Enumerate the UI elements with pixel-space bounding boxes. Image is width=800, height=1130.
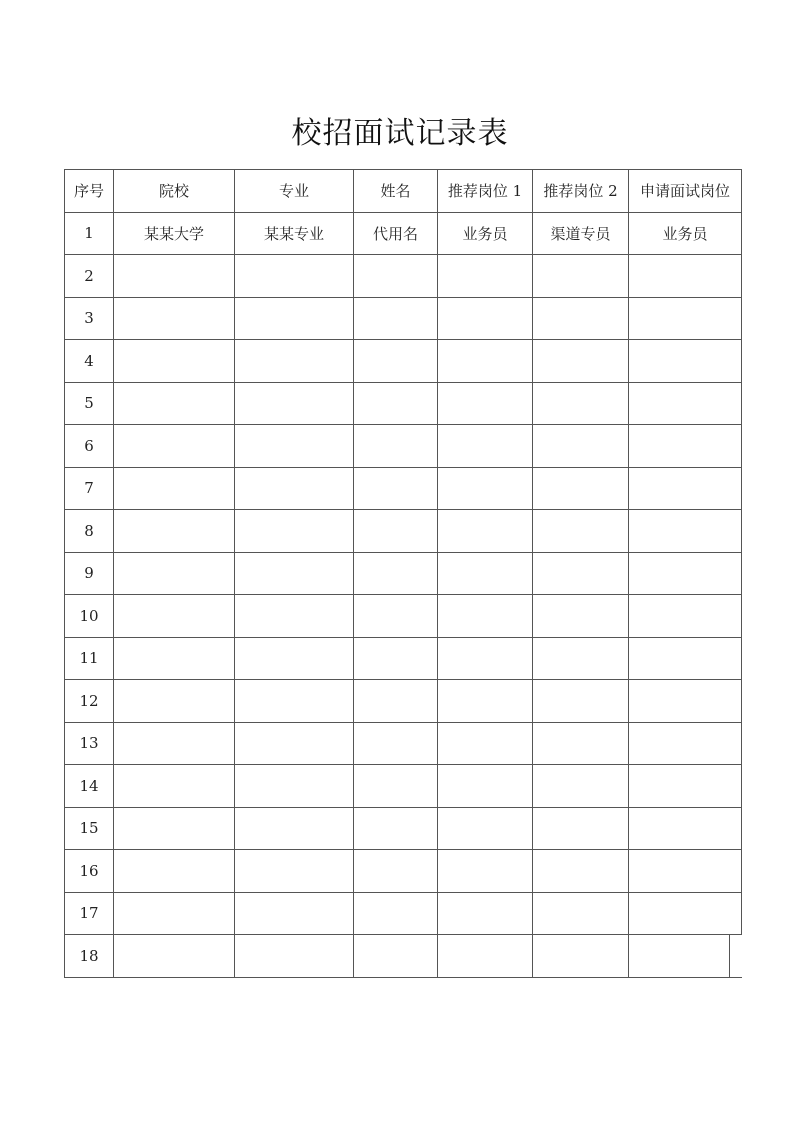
cell-position-1: [438, 255, 533, 298]
header-school: 院校: [114, 170, 235, 213]
cell-applied-position: [629, 765, 742, 808]
cell-seq: 1: [65, 212, 114, 255]
cell-position-1: [438, 297, 533, 340]
cell-major: [235, 935, 354, 978]
table-row: [65, 807, 742, 850]
cell-school: [114, 807, 235, 850]
cell-applied-position: [629, 935, 742, 978]
cell-school: [114, 722, 235, 765]
cell-school: [114, 297, 235, 340]
table-row: [65, 892, 742, 935]
cell-name: [354, 892, 438, 935]
table-row: [65, 340, 742, 383]
cell-position-2: [533, 255, 629, 298]
cell-position-2: [533, 552, 629, 595]
cell-seq: 17: [65, 892, 114, 935]
cell-position-1: [438, 892, 533, 935]
cell-major: [235, 595, 354, 638]
table-row: [65, 680, 742, 723]
cell-major: [235, 552, 354, 595]
cell-major: [235, 765, 354, 808]
cell-applied-position: [629, 340, 742, 383]
cell-seq: 12: [65, 680, 114, 723]
cell-applied-position: [629, 722, 742, 765]
cell-position-1: [438, 722, 533, 765]
cell-name: [354, 340, 438, 383]
cell-seq: 18: [65, 935, 114, 978]
cell-seq: 5: [65, 382, 114, 425]
cell-position-2: [533, 850, 629, 893]
cell-school: [114, 425, 235, 468]
cell-position-1: [438, 807, 533, 850]
header-seq: 序号: [65, 170, 114, 213]
table-row: [65, 595, 742, 638]
cell-applied-position: [629, 255, 742, 298]
cell-major: [235, 637, 354, 680]
cell-name: [354, 467, 438, 510]
cell-seq: 15: [65, 807, 114, 850]
cell-name: [354, 510, 438, 553]
cell-position-2: [533, 680, 629, 723]
table-row: [65, 552, 742, 595]
cell-position-2: [533, 935, 629, 978]
cell-name: [354, 637, 438, 680]
table-row: [65, 765, 742, 808]
cell-seq: 10: [65, 595, 114, 638]
cell-major: [235, 807, 354, 850]
cell-applied-position: [629, 807, 742, 850]
cell-position-1: [438, 552, 533, 595]
cell-name: [354, 807, 438, 850]
cell-major: [235, 297, 354, 340]
cell-seq: 13: [65, 722, 114, 765]
cell-seq: 14: [65, 765, 114, 808]
cell-major: [235, 382, 354, 425]
cell-school: [114, 255, 235, 298]
page-title: 校招面试记录表: [291, 116, 509, 151]
cell-applied-position: [629, 467, 742, 510]
cell-applied-position: [629, 680, 742, 723]
cell-major: [235, 425, 354, 468]
cell-applied-position: [629, 382, 742, 425]
table-row: [65, 382, 742, 425]
cell-position-1: [438, 467, 533, 510]
cell-major: [235, 340, 354, 383]
cell-name: [354, 255, 438, 298]
table-row: [65, 510, 742, 553]
cell-name: [354, 722, 438, 765]
table-row: [65, 722, 742, 765]
cell-school: [114, 892, 235, 935]
cell-position-1: [438, 850, 533, 893]
header-name: 姓名: [354, 170, 438, 213]
cell-position-2: [533, 425, 629, 468]
table-row: [65, 935, 742, 978]
cell-position-1: [438, 637, 533, 680]
table-header-row: [65, 170, 742, 213]
cell-major: [235, 467, 354, 510]
cell-position-2: [533, 637, 629, 680]
cell-applied-position: [629, 637, 742, 680]
cell-applied-position: [629, 850, 742, 893]
cell-position-2: 渠道专员: [533, 212, 629, 255]
table-row: [65, 467, 742, 510]
cell-applied-position: 业务员: [629, 212, 742, 255]
cell-school: [114, 850, 235, 893]
cell-name: [354, 935, 438, 978]
cell-school: [114, 595, 235, 638]
table-row: [65, 637, 742, 680]
cell-major: [235, 892, 354, 935]
cell-seq: 16: [65, 850, 114, 893]
cell-position-2: [533, 807, 629, 850]
cell-major: 某某专业: [235, 212, 354, 255]
cell-school: [114, 340, 235, 383]
cell-seq: 9: [65, 552, 114, 595]
table-row: [65, 850, 742, 893]
cell-applied-position: [629, 595, 742, 638]
cell-school: [114, 510, 235, 553]
header-recommended-position-2: 推荐岗位 2: [533, 170, 629, 213]
cell-school: [114, 382, 235, 425]
cell-seq: 7: [65, 467, 114, 510]
cell-seq: 3: [65, 297, 114, 340]
cell-name: [354, 297, 438, 340]
cell-position-1: [438, 382, 533, 425]
header-applied-position: 申请面试岗位: [629, 170, 742, 213]
cell-position-1: [438, 340, 533, 383]
cell-school: [114, 552, 235, 595]
cell-position-1: [438, 425, 533, 468]
cell-major: [235, 255, 354, 298]
cell-position-1: 业务员: [438, 212, 533, 255]
cell-major: [235, 850, 354, 893]
cell-position-2: [533, 510, 629, 553]
cell-name: [354, 552, 438, 595]
cell-name: [354, 595, 438, 638]
cell-name: [354, 382, 438, 425]
cell-applied-position: [629, 510, 742, 553]
cell-position-2: [533, 340, 629, 383]
cell-major: [235, 510, 354, 553]
cell-school: [114, 935, 235, 978]
cell-school: 某某大学: [114, 212, 235, 255]
cell-major: [235, 722, 354, 765]
header-major: 专业: [235, 170, 354, 213]
cell-position-1: [438, 935, 533, 978]
cell-position-2: [533, 297, 629, 340]
table-body: [65, 212, 742, 977]
cell-position-2: [533, 467, 629, 510]
cell-school: [114, 467, 235, 510]
table-row: [65, 255, 742, 298]
cell-position-1: [438, 510, 533, 553]
cell-applied-position: [629, 892, 742, 935]
cell-applied-position: [629, 297, 742, 340]
cell-position-2: [533, 892, 629, 935]
cell-position-2: [533, 722, 629, 765]
cell-seq: 11: [65, 637, 114, 680]
cell-school: [114, 680, 235, 723]
table-row: [65, 425, 742, 468]
cell-position-2: [533, 595, 629, 638]
cell-applied-position: [629, 425, 742, 468]
cell-position-2: [533, 382, 629, 425]
cell-position-1: [438, 765, 533, 808]
cell-position-1: [438, 680, 533, 723]
header-recommended-position-1: 推荐岗位 1: [438, 170, 533, 213]
cell-school: [114, 765, 235, 808]
cell-seq: 4: [65, 340, 114, 383]
cell-name: [354, 680, 438, 723]
cell-seq: 8: [65, 510, 114, 553]
cell-name: [354, 765, 438, 808]
cell-name: 代用名: [354, 212, 438, 255]
cell-applied-position: [629, 552, 742, 595]
cell-name: [354, 850, 438, 893]
cell-position-2: [533, 765, 629, 808]
interview-record-table: [64, 169, 742, 978]
cell-major: [235, 680, 354, 723]
cell-name: [354, 425, 438, 468]
cell-seq: 6: [65, 425, 114, 468]
cell-school: [114, 637, 235, 680]
table-row: [65, 212, 742, 255]
cell-seq: 2: [65, 255, 114, 298]
cell-position-1: [438, 595, 533, 638]
table-row: [65, 297, 742, 340]
